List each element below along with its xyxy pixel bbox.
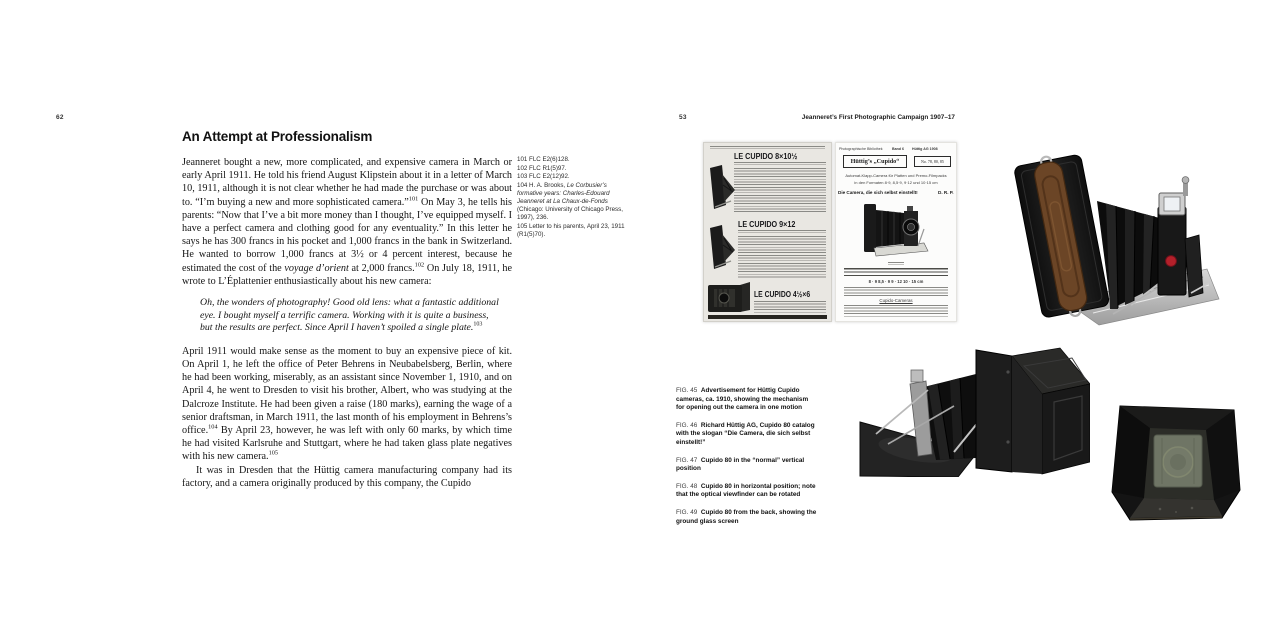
- footnote: 103 FLC E2(12)92.: [517, 173, 570, 181]
- catalog-slogan: Die Camera, die sich selbst einstellt!: [838, 190, 918, 195]
- footnote: 104 H. A. Brooks, Le Corbusier’s formative years: Charles-Edouard Jeanneret at La Chaux-de-Fonds (Chicago: University of Chicago Press, 1997), 236.: [517, 181, 623, 222]
- paragraph: Jeanneret bought a new, more complicated, and expensive camera in March or early April 1911. He told his friend August Klipstein about it in a letter of March 10, 1911, although it is not clear whether he had made the purchase or was about to. “I’m buying a new and more sophisticated camera.”$^{101}$ On May 3, he tells his parents: “Now that I’ve a bit more money than I thought, I’ve equipped myself. I have a perfect camera and clothing good for any eventuality.” In this letter he says he has 300 francs in his pocket and 1,000 francs in the bank in Switzerland. He wanted to borrow 1,000 francs at 3½ or 4 percent interest, because he estimated the cost of the voyage d’orient at 2,000 francs.$^{102}$ On July 18, 1911, he wrote to L’Éplattenier enthusiastically about his new camera:: [182, 157, 513, 287]
- caption-label: FIG. 49: [676, 508, 698, 516]
- catalog-text-lines: [844, 287, 948, 296]
- catalog-title-box: Hüttig’s „Cupido“: [843, 155, 907, 168]
- catalog-header-right: Hüttig AG 1908: [912, 147, 938, 151]
- caption-fig47: [676, 457, 818, 474]
- caption-label: FIG. 48: [676, 482, 698, 490]
- catalog-subtitle: Cupido-Cameras: [879, 298, 913, 303]
- caption-fig49: [676, 509, 818, 526]
- caption-fig46: [676, 422, 818, 448]
- body-text-column: [182, 156, 512, 490]
- block-quote: Oh, the wonders of photography! Good old lens: what a fantastic additional eye. I bought myself a terrific camera. Working with it is quite a business, but the results are perfect. Since April I haven’t spoiled a single plate.$^{103}$: [200, 297, 499, 334]
- ad-heading-1: LE CUPIDO 8×10½: [734, 151, 798, 162]
- ad-subtitle-lines: [738, 230, 826, 233]
- catalog-header-mid: Band 6: [892, 147, 904, 151]
- catalog-fig-caption-line: [888, 262, 904, 265]
- section-heading: An Attempt at Professionalism: [182, 129, 373, 144]
- catalog-line-2: in den Formaten 8·9, 8,5·9, 9·12 und 10·15 cm: [854, 180, 938, 185]
- ad-heading-2: LE CUPIDO 9×12: [738, 219, 796, 230]
- catalog-number-box: No. 78, 80, 85: [914, 156, 951, 167]
- caption-fig48: [676, 483, 818, 500]
- catalog-page-fig46: [835, 142, 957, 322]
- photo-cupido-horizontal-fig48: [858, 332, 1090, 477]
- advertisement-page-fig45: [703, 142, 832, 322]
- figure-captions: [676, 387, 818, 535]
- running-head: Jeanneret’s First Photographic Campaign 1907–17: [801, 114, 955, 121]
- caption-label: FIG. 46: [676, 421, 698, 429]
- photo-cupido-back-fig49: [1108, 388, 1246, 530]
- catalog-text-lines: [844, 305, 948, 317]
- right-page-number: 53: [679, 114, 687, 121]
- camera-thumbnail-1: [707, 163, 737, 211]
- footnote: 101 FLC E2(6)128.: [517, 156, 570, 163]
- caption-fig45: [676, 387, 818, 413]
- paragraph: It was in Dresden that the Hüttig camera manufacturing company had its factory, and a camera originally produced by this company, the Cupido: [182, 464, 512, 489]
- footnote: 105 Letter to his parents, April 23, 1911 (R1(5)70).: [517, 222, 625, 238]
- photo-cupido-vertical-fig47: [1013, 143, 1225, 328]
- camera-thumbnail-3: [706, 279, 752, 315]
- ad-footer-bar: [708, 315, 827, 319]
- catalog-bold-lines: [844, 268, 948, 276]
- ad-text-lines: [754, 301, 826, 313]
- ad-heading-3: LE CUPIDO 4½×6: [754, 291, 811, 300]
- left-page-number: 62: [56, 114, 64, 121]
- caption-text: Advertisement for Hüttig Cupido cameras, ca. 1910, showing the mechanism for opening out the camera in one motion: [676, 387, 809, 412]
- caption-text: Richard Hüttig AG, Cupido 80 catalog with the slogan “Die Camera, die sich selbst einstellt!”: [676, 421, 815, 446]
- footnote: 102 FLC R1(5)97.: [517, 164, 567, 172]
- caption-text: Cupido 80 from the back, showing the ground glass screen: [676, 508, 817, 525]
- caption-label: FIG. 45: [676, 387, 698, 394]
- caption-label: FIG. 47: [676, 456, 698, 464]
- ad-header-rule: [710, 146, 825, 149]
- ad-text-lines: [738, 236, 826, 278]
- camera-thumbnail-2: [707, 223, 737, 271]
- caption-text: Cupido 80 in horizontal position; note that the optical viewfinder can be rotated: [676, 482, 816, 499]
- catalog-formats: 8 · 9 8,5 · 9 9 · 12 10 · 15 cm: [868, 279, 924, 284]
- catalog-drp: D. R. P.: [938, 190, 954, 195]
- ad-text-lines: [734, 168, 826, 214]
- catalog-camera-image: [860, 198, 932, 260]
- ad-subtitle-lines: [734, 162, 826, 165]
- paragraph: April 1911 would make sense as the moment to buy an expensive piece of kit. On April 1, he left the office of Peter Behrens in Neubabelsberg, Berlin, where he had been working, miserably, as an assistant since November 1, 1910, and on April 4, he went to Dresden to visit his brother, Albert, who was studying at the Dalcroze Institute. He had been given a raise (180 marks), earning the wage of a senior draftsman, in March 1911, the last month of his employment in Behrens’s office.$^{104}$ By April 23, however, he was left with only 60 marks, by which time he had visited Karlsruhe and Stuttgart, where he had taken glass plate negatives with his new camera.$^{105}$: [182, 345, 512, 463]
- catalog-line-1: Automat-Klapp-Camera für Platten und Premo-Filmpacks: [845, 173, 947, 178]
- catalog-header-left: Photographische Bibliothek: [839, 147, 883, 151]
- footnotes-column: [517, 156, 625, 239]
- caption-text: Cupido 80 in the “normal” vertical position: [676, 456, 805, 473]
